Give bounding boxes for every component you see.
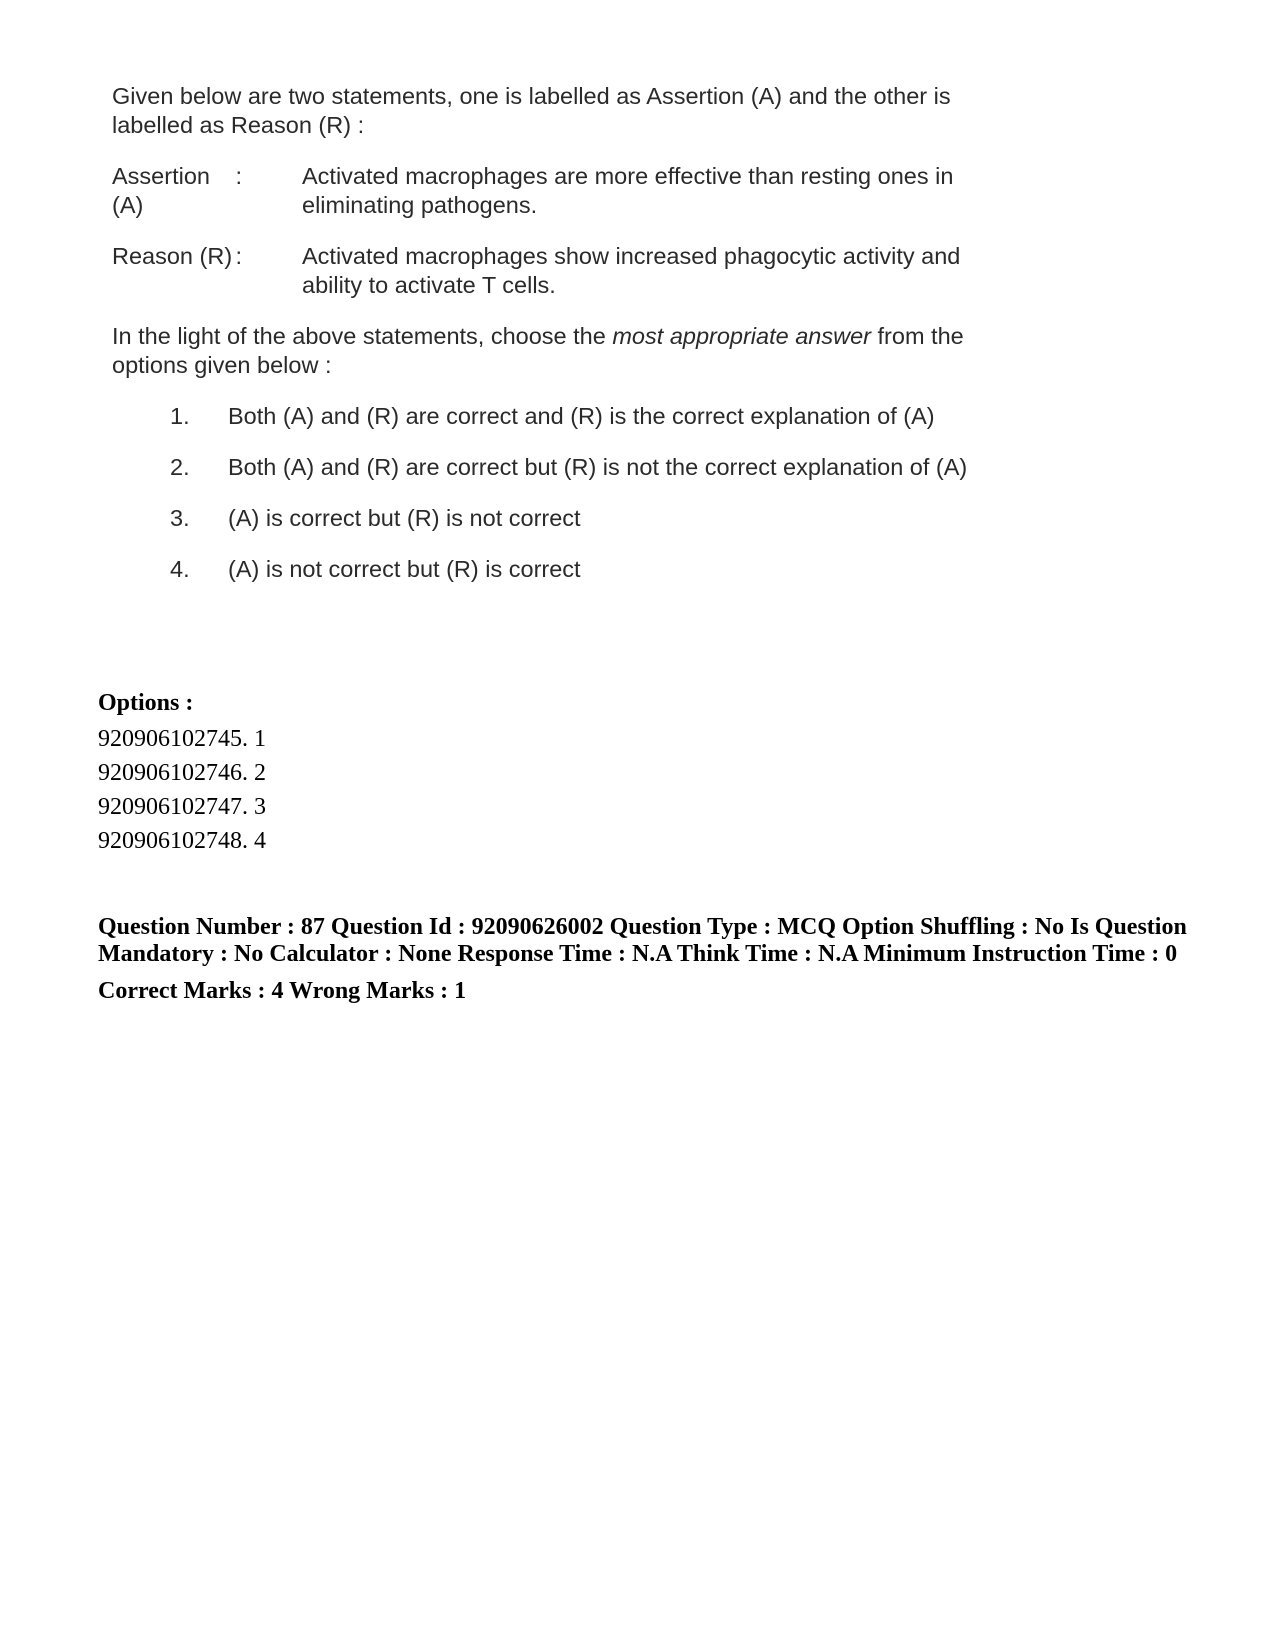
reason-row [112, 242, 1012, 300]
answer-item [170, 402, 1012, 431]
assertion-text: Activated macrophages are more effective than resting ones in eliminating pathogens. [302, 163, 954, 218]
option-id-line: 920906102745. 1 [98, 726, 266, 752]
option-id-line: 920906102747. 3 [98, 794, 266, 820]
answer-item [170, 453, 1012, 482]
instruction-after: from the options given below : [112, 323, 964, 378]
reason-label: Reason (R) [112, 243, 233, 269]
assertion-label-cell [112, 162, 272, 220]
reason-colon: : [235, 243, 242, 269]
assertion-colon: : [235, 163, 242, 189]
assertion-row [112, 162, 1012, 220]
answer-text: Both (A) and (R) are correct but (R) is not the correct explanation of (A) [228, 454, 968, 480]
options-heading: Options : [98, 690, 194, 716]
answer-number: 2. [170, 454, 190, 480]
instruction-before: In the light of the above statements, choose the [112, 323, 613, 349]
answer-number: 1. [170, 403, 190, 429]
next-question-info: Question Number : 87 Question Id : 92090626002 Question Type : MCQ Option Shuffling : No Is Question Mandatory : No Calculator : None Response Time : N.A Think Time : N.A Minimum Instruction Time : 0 [98, 914, 1187, 967]
answer-text: Both (A) and (R) are correct and (R) is the correct explanation of (A) [228, 403, 935, 429]
answer-item [170, 504, 1012, 533]
answer-text: (A) is correct but (R) is not correct [228, 505, 581, 531]
question-meta [98, 688, 1198, 1005]
option-id-line: 920906102746. 2 [98, 760, 266, 786]
question-image [112, 82, 1012, 606]
answer-item [170, 555, 1012, 584]
answer-number: 4. [170, 556, 190, 582]
assertion-label: Assertion (A) [112, 163, 210, 218]
answer-number: 3. [170, 505, 190, 531]
answer-text: (A) is not correct but (R) is correct [228, 556, 581, 582]
reason-label-cell [112, 242, 272, 300]
question-intro: Given below are two statements, one is labelled as Assertion (A) and the other is labelled as Reason (R) : [112, 83, 951, 138]
reason-text: Activated macrophages show increased phagocytic activity and ability to activate T cells. [302, 243, 961, 298]
next-question-marks: Correct Marks : 4 Wrong Marks : 1 [98, 978, 467, 1004]
question-instruction [112, 322, 1012, 380]
instruction-emphasis: most appropriate answer [612, 323, 871, 349]
option-id-line: 920906102748. 4 [98, 828, 266, 854]
answer-list [112, 402, 1012, 584]
